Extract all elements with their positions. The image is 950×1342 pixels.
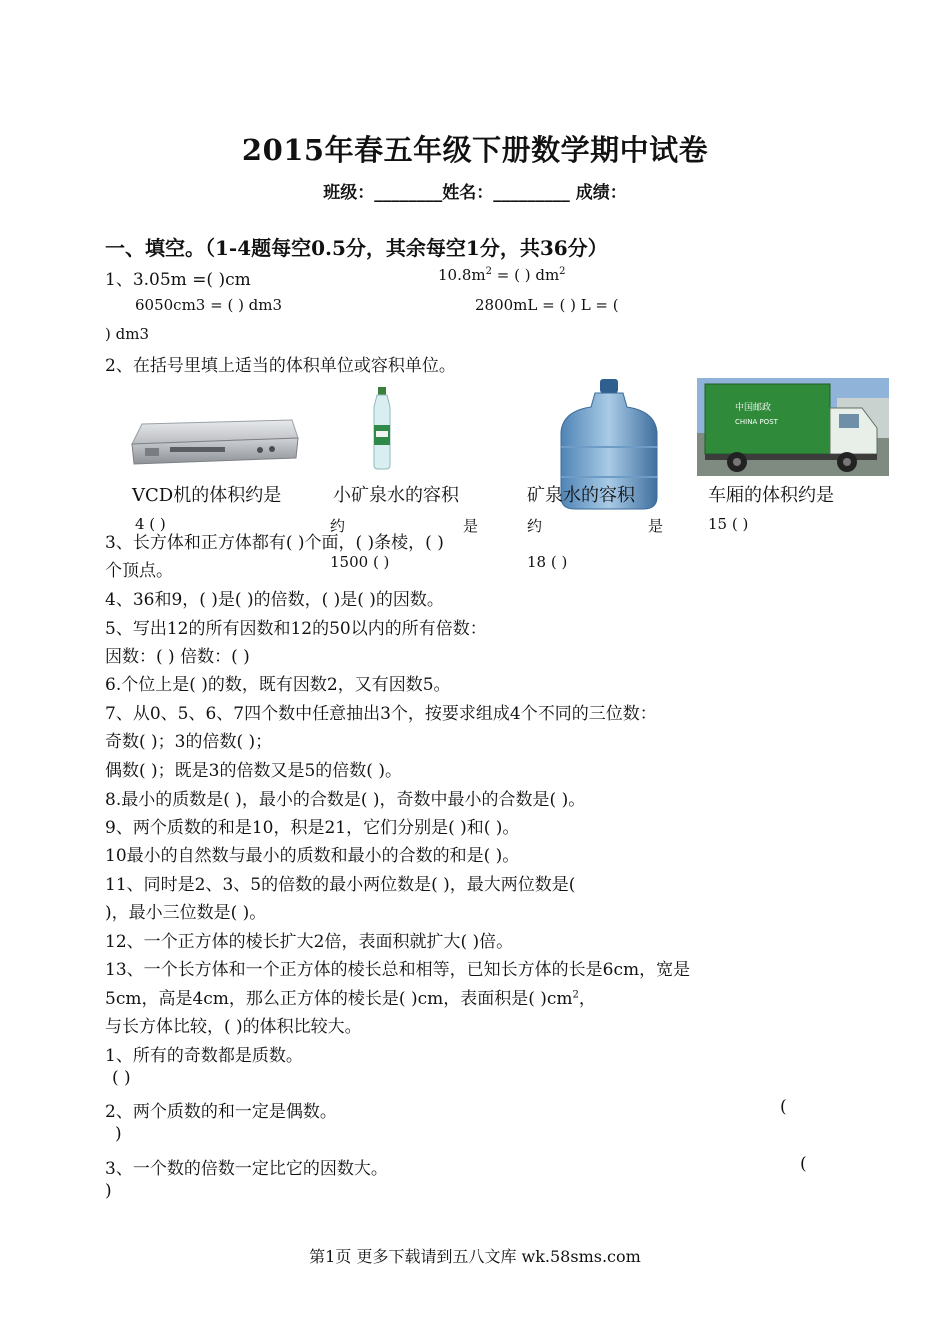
caption-small-bottle-answer: 1500 ( ) <box>330 553 390 571</box>
q1-part-b-pre: 10.8m <box>438 266 486 284</box>
q1-part-e: ) dm3 <box>105 325 149 343</box>
q5-line-b: 因数：( ) 倍数：( ) <box>105 647 250 667</box>
q11-line-b: )，最小三位数是( )。 <box>105 903 267 923</box>
q1-part-b <box>438 266 566 284</box>
caption-truck: 车厢的体积约是 <box>708 485 834 506</box>
q8: 8.最小的质数是( )，最小的合数是( )，奇数中最小的合数是( )。 <box>105 790 586 810</box>
q1-part-d: 2800mL = ( ) L = ( <box>475 296 619 314</box>
q13-line-b-text: 5cm，高是4cm，那么正方体的棱长是( )cm，表面积是( )cm <box>105 989 573 1009</box>
truck-logo-text-cn: 中国邮政 <box>735 403 772 413</box>
caption-truck-answer: 15 ( ) <box>708 515 749 533</box>
q1-part-c: 6050cm3 = ( ) dm3 <box>135 296 283 314</box>
page-footer: 第1页 更多下载请到五八文库 wk.58sms.com <box>309 1247 641 1266</box>
caption-small-bottle-shi: 是 <box>463 517 479 535</box>
q10: 10最小的自然数与最小的质数和最小的合数的和是( )。 <box>105 846 520 866</box>
q3-line-b: 个顶点。 <box>105 561 173 581</box>
judge-1-answer: ( ) <box>112 1068 131 1088</box>
caption-jug-shi: 是 <box>648 517 664 535</box>
caption-jug-yue: 约 <box>527 517 543 535</box>
q1-part-a: 1、3.05m =( )cm <box>105 270 251 290</box>
q6: 6.个位上是( )的数，既有因数2，又有因数5。 <box>105 675 451 695</box>
vcd-player-image <box>130 418 300 468</box>
q7-line-c: 偶数( )；既是3的倍数又是5的倍数( )。 <box>105 761 402 781</box>
caption-small-bottle: 小矿泉水的容积 <box>333 485 459 506</box>
small-water-bottle-image <box>368 385 396 470</box>
q5-line-a: 5、写出12的所有因数和12的50以内的所有倍数： <box>105 619 487 639</box>
judge-2-answer-open: ( <box>780 1097 787 1117</box>
q2-instruction: 2、在括号里填上适当的体积单位或容积单位。 <box>105 356 456 376</box>
q13-line-a: 13、一个长方体和一个正方体的棱长总和相等，已知长方体的长是6cm，宽是 <box>105 960 691 980</box>
caption-vcd-answer: 4 ( ) <box>135 515 166 533</box>
q1-sup-2b: 2 <box>559 266 566 277</box>
q4: 4、36和9，( )是( )的倍数，( )是( )的因数。 <box>105 590 444 610</box>
q1-part-b-mid: = ( ) dm <box>492 266 560 284</box>
caption-vcd: VCD机的体积约是 <box>132 485 282 506</box>
student-info-line: 班级：________姓名：_________ 成绩： <box>323 183 627 203</box>
judge-1-statement: 1、所有的奇数都是质数。 <box>105 1046 303 1066</box>
judge-3-answer-close: ) <box>105 1181 112 1201</box>
page-title: 2015年春五年级下册数学期中试卷 <box>241 133 709 167</box>
q13-line-b <box>105 984 596 1009</box>
q13-line-b-tail: ， <box>578 989 596 1009</box>
judge-2-answer-close: ) <box>115 1124 122 1144</box>
q9: 9、两个质数的和是10，积是21，它们分别是( )和( )。 <box>105 818 520 838</box>
postal-truck-image <box>697 378 889 476</box>
q13-sup-2: 2 <box>572 989 579 1001</box>
q7-line-a: 7、从0、5、6、7四个数中任意抽出3个，按要求组成4个不同的三位数： <box>105 704 657 724</box>
q1-sup-2: 2 <box>485 266 492 277</box>
q7-line-b: 奇数( )；3的倍数( )； <box>105 732 273 752</box>
caption-jug-answer: 18 ( ) <box>527 553 568 571</box>
judge-3-statement: 3、一个数的倍数一定比它的因数大。 <box>105 1159 388 1179</box>
q11-line-a: 11、同时是2、3、5的倍数的最小两位数是( )，最大两位数是( <box>105 875 576 895</box>
q13-line-c: 与长方体比较，( )的体积比较大。 <box>105 1017 362 1037</box>
judge-2-statement: 2、两个质数的和一定是偶数。 <box>105 1102 337 1122</box>
truck-logo-text-en: CHINA POST <box>735 418 778 426</box>
judge-3-answer-open: ( <box>800 1154 807 1174</box>
q12: 12、一个正方体的棱长扩大2倍，表面积就扩大( )倍。 <box>105 932 514 952</box>
caption-small-bottle-yue: 约 <box>330 517 346 535</box>
caption-jug: 矿泉水的容积 <box>527 485 635 506</box>
section-heading-fill-blanks: 一、填空。（1-4题每空0.5分，其余每空1分，共36分） <box>105 236 608 260</box>
q3-line-a: 3、长方体和正方体都有( )个面，( )条棱，( ) <box>105 533 444 553</box>
